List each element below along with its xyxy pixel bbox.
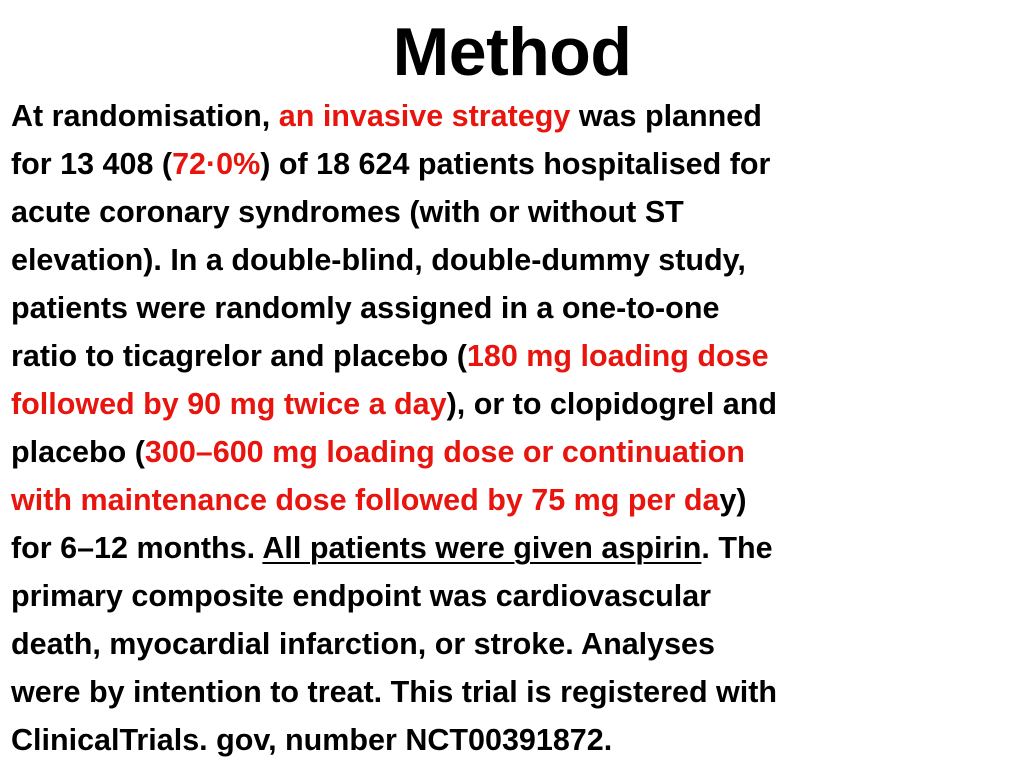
paragraph-line <box>11 476 1019 524</box>
highlighted-text-segment: 72·0% <box>172 147 261 181</box>
paragraph-line <box>11 188 1019 236</box>
paragraph-line <box>11 524 1019 572</box>
method-paragraph <box>11 92 1019 764</box>
paragraph-line <box>11 668 1019 716</box>
text-segment: death, myocardial infarction, or stroke. Analyses <box>11 627 715 661</box>
text-segment: was planned <box>570 99 762 133</box>
text-segment: ), or to clopidogrel and <box>446 387 778 421</box>
text-segment: for 6–12 months. <box>11 531 263 565</box>
highlighted-text-segment: 180 mg loading dose <box>466 339 769 373</box>
highlighted-text-segment: 300–600 mg loading dose or continuation <box>144 435 745 469</box>
text-segment: placebo ( <box>11 435 145 469</box>
paragraph-line <box>11 92 1019 140</box>
text-segment: acute coronary syndromes (with or without ST <box>11 195 684 229</box>
text-segment: ClinicalTrials. gov, number NCT00391872. <box>11 723 613 757</box>
text-segment: for 13 408 ( <box>11 147 173 181</box>
paragraph-line <box>11 620 1019 668</box>
text-segment: At randomisation, <box>11 99 279 133</box>
highlighted-text-segment: followed by 90 mg twice a day <box>11 387 447 421</box>
text-segment: . The <box>701 531 773 565</box>
paragraph-line <box>11 428 1019 476</box>
text-segment: elevation). In a double-blind, double-dummy study, <box>11 243 746 277</box>
paragraph-line <box>11 284 1019 332</box>
paragraph-line <box>11 332 1019 380</box>
paragraph-line <box>11 140 1019 188</box>
slide-title: Method <box>392 14 632 90</box>
text-segment: patients were randomly assigned in a one-to-one <box>11 291 720 325</box>
text-segment: ratio to ticagrelor and placebo ( <box>11 339 467 373</box>
paragraph-line <box>11 236 1019 284</box>
text-segment: primary composite endpoint was cardiovascular <box>11 579 712 613</box>
paragraph-line <box>11 572 1019 620</box>
text-segment: y) <box>719 483 747 517</box>
paragraph-line <box>11 380 1019 428</box>
text-segment: ) of 18 624 patients hospitalised for <box>260 147 771 181</box>
text-segment: were by intention to treat. This trial is registered with <box>11 675 778 709</box>
paragraph-line <box>11 716 1019 764</box>
highlighted-text-segment: an invasive strategy <box>278 99 571 133</box>
highlighted-text-segment: with maintenance dose followed by 75 mg per da <box>11 483 720 517</box>
underlined-text-segment: All patients were given aspirin <box>262 531 702 565</box>
